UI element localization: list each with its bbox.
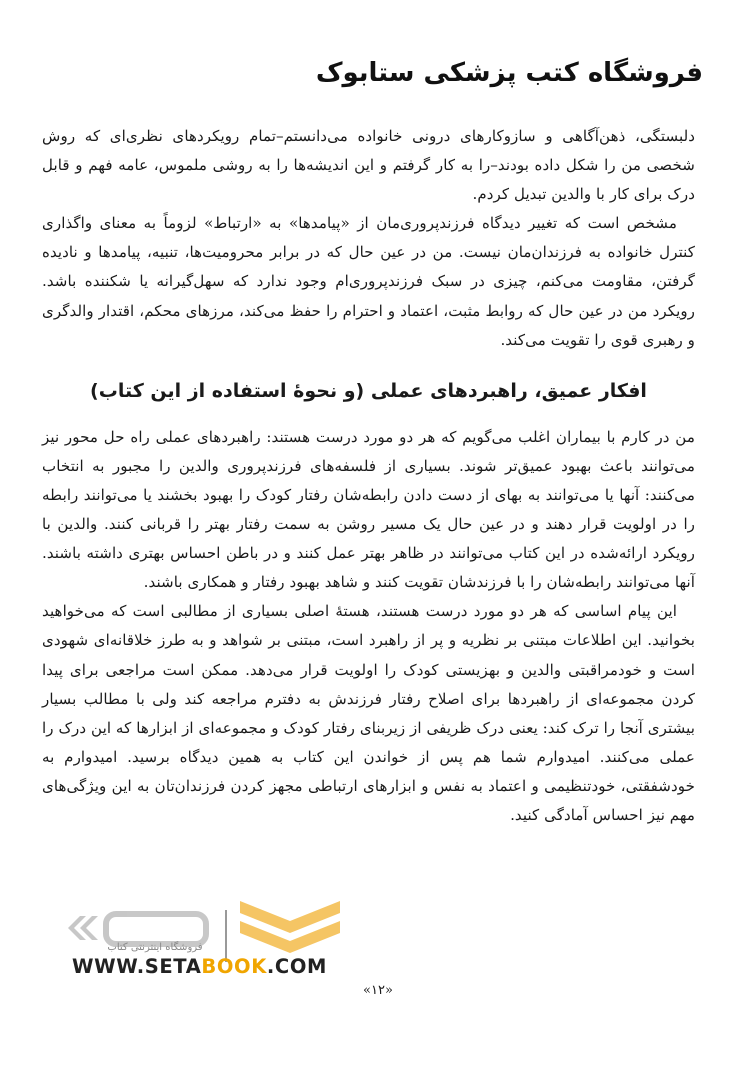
page-number: «۱۲»: [363, 983, 393, 998]
section-paragraph-2: این پیام اساسی که هر دو مورد درست هستند، هستهٔ اصلی بسیاری از مطالبی است که می‌خواهید بخوانید. این اطلاعات مبتنی بر نظریه و پر از راهبرد است، مبتنی بر شواهد و به طرز خلاقانه‌ای شهودی است و خودمراقبتی والدین و بهزیستی کودک را اولویت قرار می‌دهد. ممکن است مراجعی برای پیدا کردن مجموعه‌ای از راهبردها برای اصلاح رفتار فرزندش به دفترم مراجعه کند ولی با مطالب بسیار بیشتری آنجا را ترک کند: یعنی درک ظریفی از زیربنای رفتار کودک و مجموعه‌ای از ابزارها که این درک را عملی می‌کنند. امیدوارم شما هم پس از خواندن این کتاب به همین دیدگاه برسید. امیدوارم به خودشفقتی، خودتنظیمی و اعتماد به نفس و ابزارهای ارتباطی مجهز کردن فرزندان‌تان به این ویژگی‌های مهم نیز احساس آمادگی کنید.: [42, 602, 695, 824]
paragraph-intro-2: مشخص است که تغییر دیدگاه فرزندپروری‌مان از «پیامدها» به «ارتباط» لزوماً به معنای واگذاری کنترل خانواده به فرزندان‌مان نیست. من در عین حال که در برابر محرومیت‌ها، تنبیه، پیامدها و نادیده گرفتن، مقاومت می‌کنم، چیزی در سبک فرزندپروری‌ام وجود ندارد که سهل‌گیرانه یا شکننده باشد. رویکرد من در عین حال که روابط مثبت، اعتماد و احترام را حفظ می‌کند، مرزهای محکم، اقتدار والدگری و رهبری قوی را تقویت می‌کند.: [42, 214, 695, 349]
url-prefix: WWW.SETA: [72, 955, 202, 978]
url-suffix: .COM: [266, 955, 328, 978]
url-accent: BOOK: [201, 955, 267, 978]
paragraph-intro-1: دلبستگی، ذهن‌آگاهی و سازوکارهای درونی خانواده می‌دانستم–تمام رویکردهای نظری‌ای که روش شخصی من را شکل داده بودند–را به کار گرفتم و این اندیشه‌ها را به روشی ملموس، عامه فهم و قابل درک برای کار با والدین تبدیل کردم.: [42, 127, 695, 204]
book-chevron-icon: [230, 893, 350, 953]
watermark-url: [72, 955, 327, 978]
page-header-title: فروشگاه کتب پزشکی ستابوک: [315, 58, 703, 88]
section-heading: افکار عمیق، راهبردهای عملی (و نحوهٔ استفاده از این کتاب): [90, 379, 647, 402]
watermark-tagline: فروشگاه اینترنتی کتاب: [107, 942, 203, 953]
section-paragraph-1: من در کارم با بیماران اغلب می‌گویم که هر دو مورد درست هستند: راهبردهای عملی راه حل محور نیز می‌توانند باعث بهبود عمیق‌تر شوند. بسیاری از فلسفه‌های فرزندپروری والدین را مجبور به انتخاب می‌کنند: آنها یا می‌توانند به بهای از دست دادن رابطه‌شان رفتار کودک را بهبود بخشند یا می‌توانند رابطه را در اولویت قرار دهند و در عین حال یک مسیر روشن به سمت رفتار بهتر را قربانی کنند. والدین با رویکرد ارائه‌شده در این کتاب می‌توانند در ظاهر بهتر عمل کنند و در باطن احساس بهتری داشته باشند. آنها می‌توانند رابطه‌شان را با فرزندشان تقویت کنند و شاهد بهبود رفتار و همکاری باشند.: [42, 427, 695, 592]
page-body: [42, 122, 695, 830]
